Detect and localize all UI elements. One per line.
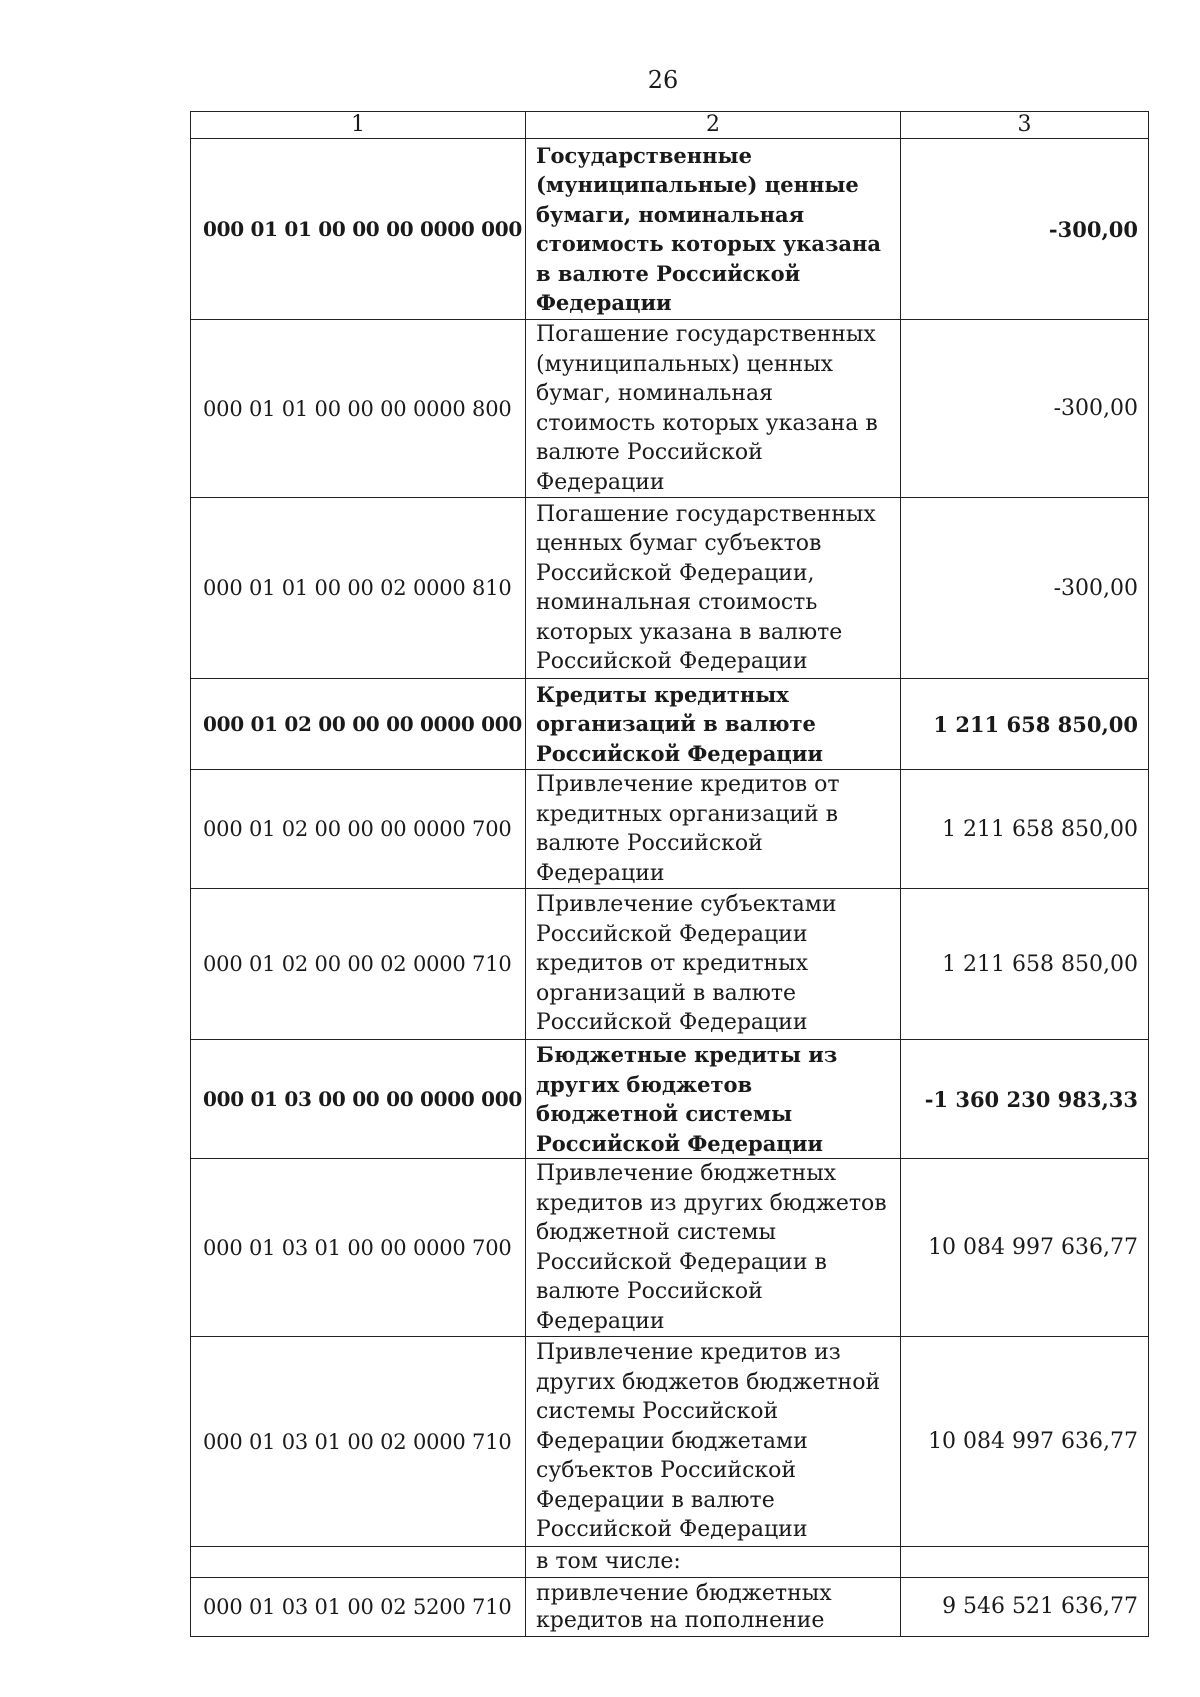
page-number: 26 [647,66,679,94]
item-amount: 10 084 997 636,77 [901,1159,1149,1337]
item-amount: -1 360 230 983,33 [901,1040,1149,1159]
table-row [191,770,1149,889]
budget-code: 000 01 01 00 00 00 0000 000 [191,139,526,320]
item-name: привлечение бюджетных кредитов на пополнение [526,1577,901,1636]
table-row [191,320,1149,498]
budget-code: 000 01 02 00 00 00 0000 000 [191,679,526,770]
budget-code: 000 01 03 01 00 02 5200 710 [191,1577,526,1636]
item-name: Привлечение кредитов от кредитных организаций в валюте Российской Федерации [526,770,901,889]
table-row [191,1547,1149,1578]
item-name: Погашение государственных (муниципальных) ценных бумаг, номинальная стоимость которых указана в валюте Российской Федерации [526,320,901,498]
budget-code: 000 01 02 00 00 00 0000 700 [191,770,526,889]
table-row [191,139,1149,320]
budget-sources-table [190,111,1149,1637]
table-row [191,889,1149,1040]
item-amount: -300,00 [901,498,1149,679]
budget-code [191,1547,526,1578]
column-header-3: 3 [901,112,1149,139]
table-row [191,1159,1149,1337]
column-header-1: 1 [191,112,526,139]
item-amount [901,1547,1149,1578]
item-amount: 1 211 658 850,00 [901,889,1149,1040]
item-name: Привлечение бюджетных кредитов из других бюджетов бюджетной системы Российской Федерации в валюте Российской Федерации [526,1159,901,1337]
item-amount: 9 546 521 636,77 [901,1577,1149,1636]
item-amount: -300,00 [901,320,1149,498]
item-name: Государственные (муниципальные) ценные бумаги, номинальная стоимость которых указана в валюте Российской Федерации [526,139,901,320]
item-amount: 1 211 658 850,00 [901,770,1149,889]
item-name: Бюджетные кредиты из других бюджетов бюджетной системы Российской Федерации [526,1040,901,1159]
budget-code: 000 01 03 00 00 00 0000 000 [191,1040,526,1159]
item-amount: -300,00 [901,139,1149,320]
item-name: Кредиты кредитных организаций в валюте Российской Федерации [526,679,901,770]
item-name: Привлечение субъектами Российской Федерации кредитов от кредитных организаций в валюте Российской Федерации [526,889,901,1040]
item-name: Погашение государственных ценных бумаг субъектов Российской Федерации, номинальная стоимость которых указана в валюте Российской Федерации [526,498,901,679]
budget-code: 000 01 03 01 00 00 0000 700 [191,1159,526,1337]
table-header-row [191,112,1149,139]
table-row [191,498,1149,679]
column-header-2: 2 [526,112,901,139]
table-row [191,1337,1149,1547]
item-amount: 1 211 658 850,00 [901,679,1149,770]
item-amount: 10 084 997 636,77 [901,1337,1149,1547]
budget-code: 000 01 01 00 00 00 0000 800 [191,320,526,498]
budget-code: 000 01 03 01 00 02 0000 710 [191,1337,526,1547]
budget-code: 000 01 01 00 00 02 0000 810 [191,498,526,679]
item-name: Привлечение кредитов из других бюджетов бюджетной системы Российской Федерации бюджетами субъектов Российской Федерации в валюте Российской Федерации [526,1337,901,1547]
table-row [191,1577,1149,1636]
budget-code: 000 01 02 00 00 02 0000 710 [191,889,526,1040]
table-row [191,1040,1149,1159]
table-row [191,679,1149,770]
item-name: в том числе: [526,1547,901,1578]
